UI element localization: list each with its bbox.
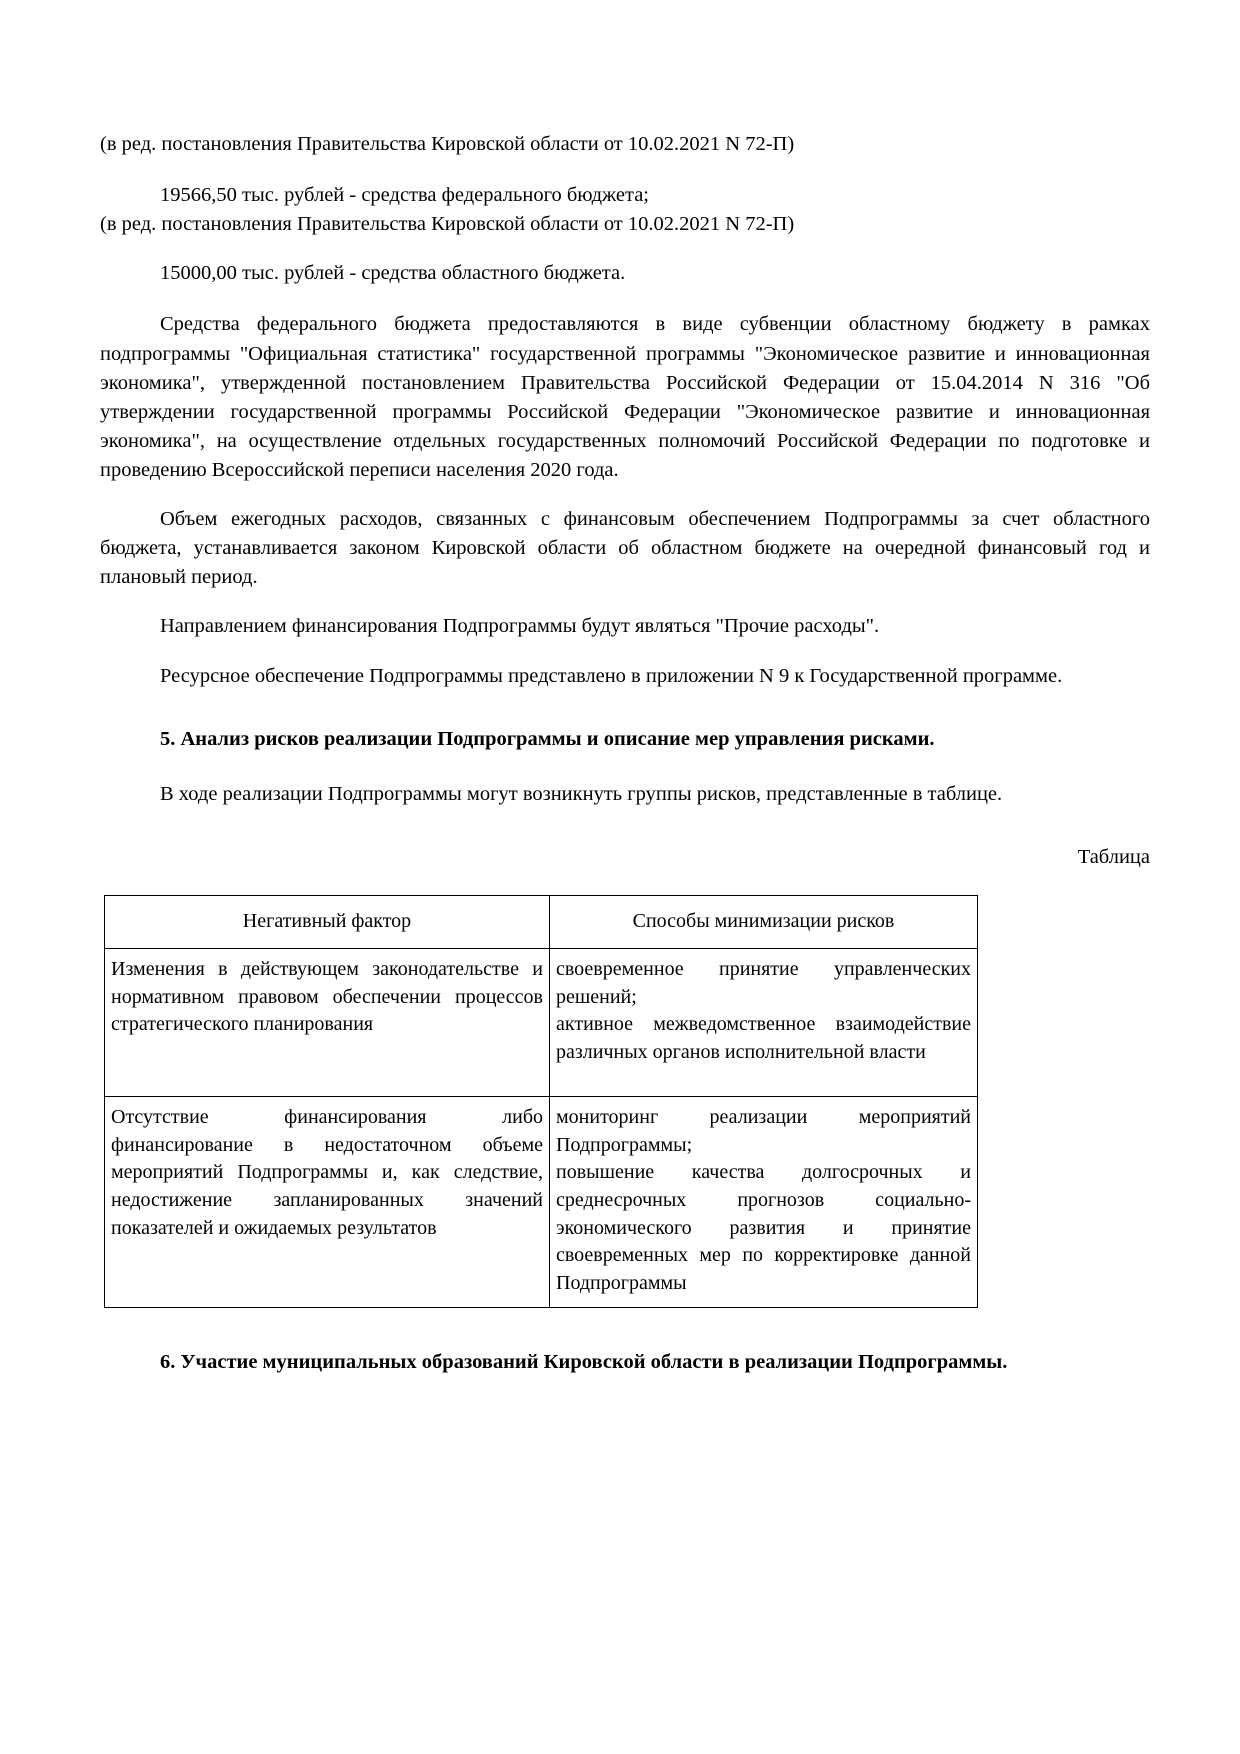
paragraph-federal-subvention: Средства федерального бюджета предоставляются в виде субвенции областному бюджету в рамках подпрограммы "Официальная статистика" государственной программы "Экономическое развитие и инновационная экономика", утвержденной постановлением Правительства Российской Федерации от 15.04.2014 N 316 "Об утверждении государственной программы Российской Федерации "Экономическое развитие и инновационная экономика", на осуществление отдельных государственных полномочий Российской Федерации по подготовке и проведению Всероссийской переписи населения 2020 года. [100, 313, 1150, 481]
cell-negative-factor-2: Отсутствие финансирования либо финансирование в недостаточном объеме мероприятий Подпрограммы и, как следствие, недостижение запланированных значений показателей и ожидаемых результатов [105, 1097, 550, 1308]
paragraph-financing-direction: Направлением финансирования Подпрограммы будут являться "Прочие расходы". [160, 615, 880, 638]
mitigation-line: повышение качества долгосрочных и среднесрочных прогнозов социально-экономического развития и принятие своевременных мер по корректировке данной Подпрограммы [556, 1161, 971, 1294]
table-row [105, 949, 978, 1097]
mitigation-line: мониторинг реализации мероприятий Подпрограммы; [556, 1106, 971, 1156]
heading-section-5: 5. Анализ рисков реализации Подпрограммы и описание мер управления рисками. [160, 727, 935, 750]
amendment-note-2: (в ред. постановления Правительства Кировской области от 10.02.2021 N 72-П) [100, 213, 795, 236]
table-row [105, 1097, 978, 1308]
table-header-negative-factor: Негативный фактор [105, 895, 550, 949]
document-body [100, 130, 1150, 1378]
amendment-note-1: (в ред. постановления Правительства Кировской области от 10.02.2021 N 72-П) [100, 133, 795, 155]
cell-mitigation-1 [550, 949, 978, 1097]
risk-table [104, 895, 978, 1309]
regional-funds-amount: 15000,00 тыс. рублей - средства областного бюджета. [160, 262, 626, 285]
paragraph-risk-groups: В ходе реализации Подпрограммы могут возникнуть группы рисков, представленные в таблице. [160, 783, 1003, 806]
federal-funds-amount: 19566,50 тыс. рублей - средства федерального бюджета; [160, 184, 650, 207]
mitigation-line: своевременное принятие управленческих решений; [556, 958, 971, 1008]
paragraph-resource-support: Ресурсное обеспечение Подпрограммы представлено в приложении N 9 к Государственной программе. [160, 664, 1063, 687]
heading-section-6: 6. Участие муниципальных образований Кировской области в реализации Подпрограммы. [160, 1351, 1008, 1374]
table-header-row [105, 895, 978, 949]
paragraph-annual-expenses: Объем ежегодных расходов, связанных с финансовым обеспечением Подпрограммы за счет областного бюджета, устанавливается законом Кировской области об областном бюджете на очередной финансовый год и плановый период. [100, 508, 1150, 589]
mitigation-line: активное межведомственное взаимодействие различных органов исполнительной власти [556, 1013, 971, 1063]
table-caption: Таблица [1077, 846, 1150, 869]
cell-mitigation-2 [550, 1097, 978, 1308]
cell-negative-factor-1: Изменения в действующем законодательстве и нормативном правовом обеспечении процессов стратегического планирования [105, 949, 550, 1097]
table-header-mitigation: Способы минимизации рисков [550, 895, 978, 949]
